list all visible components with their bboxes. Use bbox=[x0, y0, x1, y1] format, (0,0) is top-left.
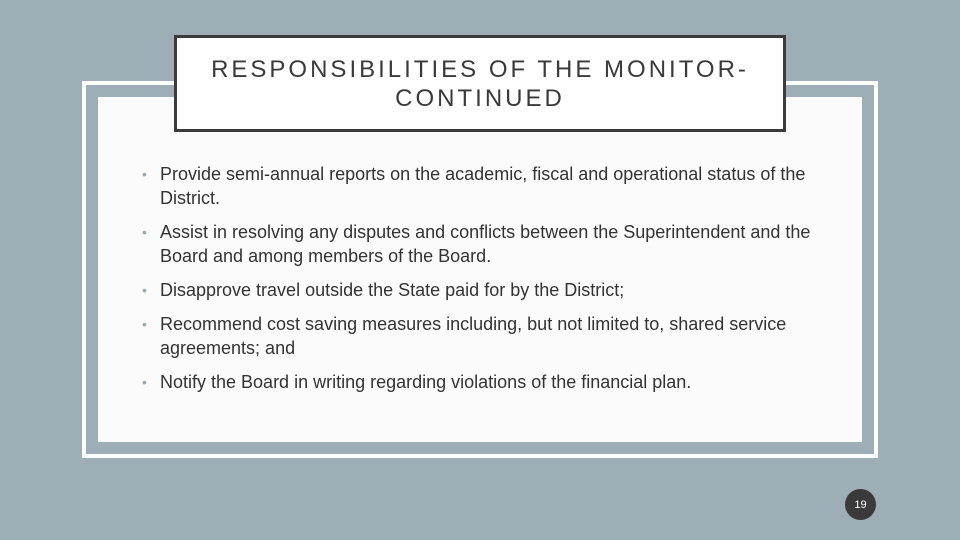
list-item bbox=[140, 162, 830, 210]
list-item bbox=[140, 220, 830, 268]
bullet-text: Assist in resolving any disputes and conflicts between the Superintendent and the Board and among members of the Board. bbox=[160, 222, 811, 266]
bullet-icon: • bbox=[142, 282, 147, 298]
bullet-text: Provide semi-annual reports on the academic, fiscal and operational status of the District. bbox=[160, 164, 806, 208]
bullet-text: Disapprove travel outside the State paid for by the District; bbox=[160, 280, 625, 300]
bullet-list bbox=[140, 162, 830, 404]
list-item bbox=[140, 278, 830, 302]
bullet-text: Recommend cost saving measures including, but not limited to, shared service agreements; and bbox=[160, 314, 787, 358]
bullet-icon: • bbox=[142, 374, 147, 390]
bullet-icon: • bbox=[142, 316, 147, 332]
title-box bbox=[174, 35, 786, 132]
bullet-icon: • bbox=[142, 224, 147, 240]
page-number-badge bbox=[845, 489, 876, 520]
list-item bbox=[140, 370, 830, 394]
slide-title: RESPONSIBILITIES OF THE MONITOR- CONTINUED bbox=[211, 55, 749, 112]
page-number: 19 bbox=[854, 498, 867, 511]
list-item bbox=[140, 312, 830, 360]
bullet-text: Notify the Board in writing regarding violations of the financial plan. bbox=[160, 372, 692, 392]
bullet-icon: • bbox=[142, 166, 147, 182]
